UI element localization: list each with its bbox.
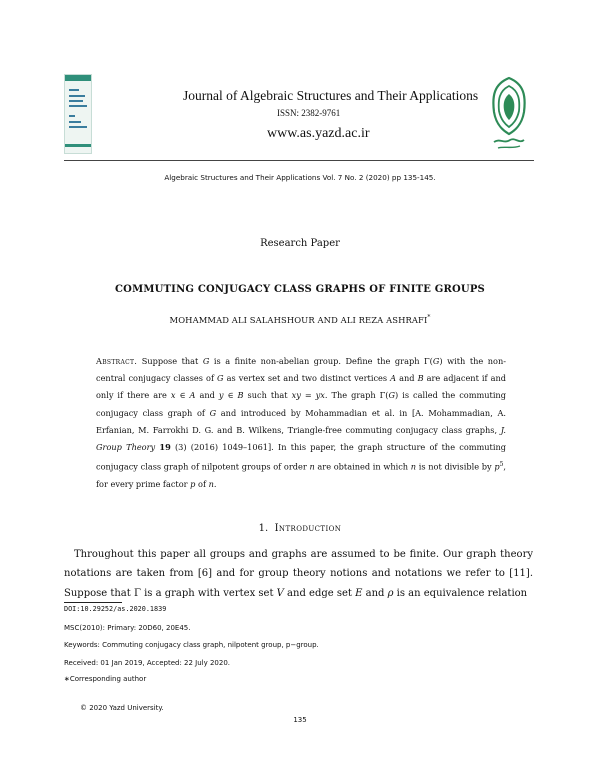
corresponding-author-note: ∗Corresponding author <box>64 675 147 683</box>
header-rule <box>64 160 534 161</box>
msc-classification: MSC(2010): Primary: 20D60, 20E45. <box>64 624 191 632</box>
paper-title: COMMUTING CONJUGACY CLASS GRAPHS OF FINITE GROUPS <box>115 284 485 295</box>
doi[interactable]: DOI:10.29252/as.2020.1839 <box>64 605 167 613</box>
journal-website: www.as.yazd.ac.ir <box>267 126 370 141</box>
issn: ISSN: 2382-9761 <box>277 108 341 118</box>
paper-type: Research Paper <box>260 238 340 249</box>
received-dates: Received: 01 Jan 2019, Accepted: 22 July 2020. <box>64 659 231 667</box>
abstract-label: Abstract. <box>96 356 138 366</box>
page-number: 135 <box>293 716 307 724</box>
abstract: Abstract. Suppose that G is a finite non-abelian group. Define the graph Γ(G) with the non-central conjugacy classes of G as vertex set and two distinct vertices A and B are adjacent if and only if there are x ∈ A and y ∈ B such that xy = yx. The graph Γ(G) is called the commuting conjugacy class graph of G and introduced by Mohammadian et al. in [A. Mohammadian, A. Erfanian, M. Farrokhi D. G. and B. Wilkens, Triangle-free commuting conjugacy class graphs, J. Group Theory 19 (3) (2016) 1049–1061]. In this paper, the graph structure of the commuting conjugacy class graph of nilpotent groups of order n are obtained in which n is not divisible by $p^5$, for every prime factor p of n. <box>96 356 507 490</box>
footnote-rule <box>64 602 122 603</box>
author-names: MOHAMMAD ALI SALAHSHOUR AND ALI REZA ASHRAFI <box>169 314 428 325</box>
section-title: Introduction <box>274 523 342 534</box>
journal-cover-thumbnail <box>64 74 92 154</box>
authors <box>0 314 600 325</box>
keywords: Keywords: Commuting conjugacy class graph, nilpotent group, p−group. <box>64 641 319 649</box>
journal-title: Journal of Algebraic Structures and Their Applications <box>183 88 479 103</box>
citation-line: Algebraic Structures and Their Applications Vol. 7 No. 2 (2020) pp 135-145. <box>164 173 436 182</box>
intro-paragraph: Throughout this paper all groups and graphs are assumed to be finite. Our graph theory notations are taken from [6] and for group theory notions and notations we refer to [11]. Suppose that Γ is a graph with vertex set V and edge set E and ρ is an equivalence relation <box>64 549 533 599</box>
corresponding-mark: * <box>427 314 431 321</box>
section-number: 1. <box>258 523 269 534</box>
copyright: © 2020 Yazd University. <box>80 704 164 712</box>
journal-name: J. Group Theory <box>96 424 506 453</box>
university-logo <box>486 74 532 154</box>
section-heading <box>0 523 600 534</box>
